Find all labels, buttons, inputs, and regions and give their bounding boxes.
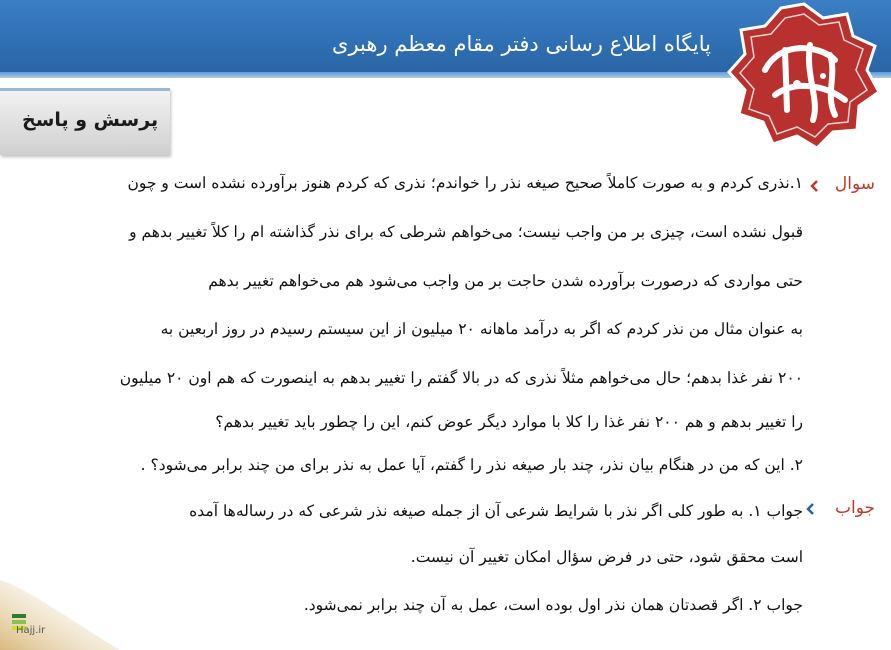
answer-label: جواب bbox=[834, 498, 875, 518]
question-label: سوال bbox=[834, 174, 875, 194]
site-title: پایگاه اطلاع رسانی دفتر مقام معظم رهبری bbox=[332, 32, 711, 56]
brand-text: Hajj.ir bbox=[16, 625, 46, 636]
answer-line: جواب ۲. اگر قصدتان همان نذر اول بوده است، عمل به آن چند برابر نمی‌شود. bbox=[303, 596, 803, 614]
question-line: ۱.نذری کردم و به صورت کاملاً صحیح صیغه نذر را خواندم؛ نذری که کردم هنوز برآورده نشده است و چون bbox=[127, 174, 803, 192]
answer-line: است محقق شود، حتی در فرض سؤال امکان تغییر آن نیست. bbox=[410, 548, 803, 566]
question-line: ۲۰۰ نفر غذا بدهم؛ حال می‌خواهم مثلاً نذری که در بالا گفتم را تغییر بدهم به اینصورت که هم اون ۲۰ میلیون bbox=[119, 369, 803, 387]
section-title: پرسش و پاسخ bbox=[22, 109, 159, 131]
chevron-left-icon bbox=[805, 503, 817, 515]
corner-decoration bbox=[0, 570, 120, 650]
question-line: را تغییر بدهم و هم ۲۰۰ نفر غذا را کلا با موارد دیگر عوض کنم، این را چطور باید تغییر بدهم؟ bbox=[215, 413, 803, 431]
question-line: حتی مواردی که درصورت برآورده شدن حاجت بر من واجب می‌شود هم می‌خواهم تغییر بدهم bbox=[208, 272, 803, 290]
answer-line: جواب ۱. به طور کلی اگر نذر با شرایط شرعی آن از جمله صیغه نذر شرعی که در رساله‌ها آمده bbox=[189, 502, 803, 520]
question-line: به عنوان مثال من نذر کردم که اگر به درآمد ماهانه ۲۰ میلیون از این سیستم رسیدم در روز اربعین به bbox=[160, 320, 803, 338]
question-line: قبول نشده است، چیزی بر من واجب نیست؛ می‌خواهم شرطی که برای نذر گذاشته ام را کلاً تغییر بدهم و bbox=[129, 223, 803, 241]
chevron-left-icon bbox=[809, 180, 821, 192]
question-line: ۲. این که من در هنگام بیان نذر، چند بار صیغه نذر را گفتم، آیا عمل به نذر برای من چند برابر می‌شود؟ . bbox=[140, 456, 803, 474]
